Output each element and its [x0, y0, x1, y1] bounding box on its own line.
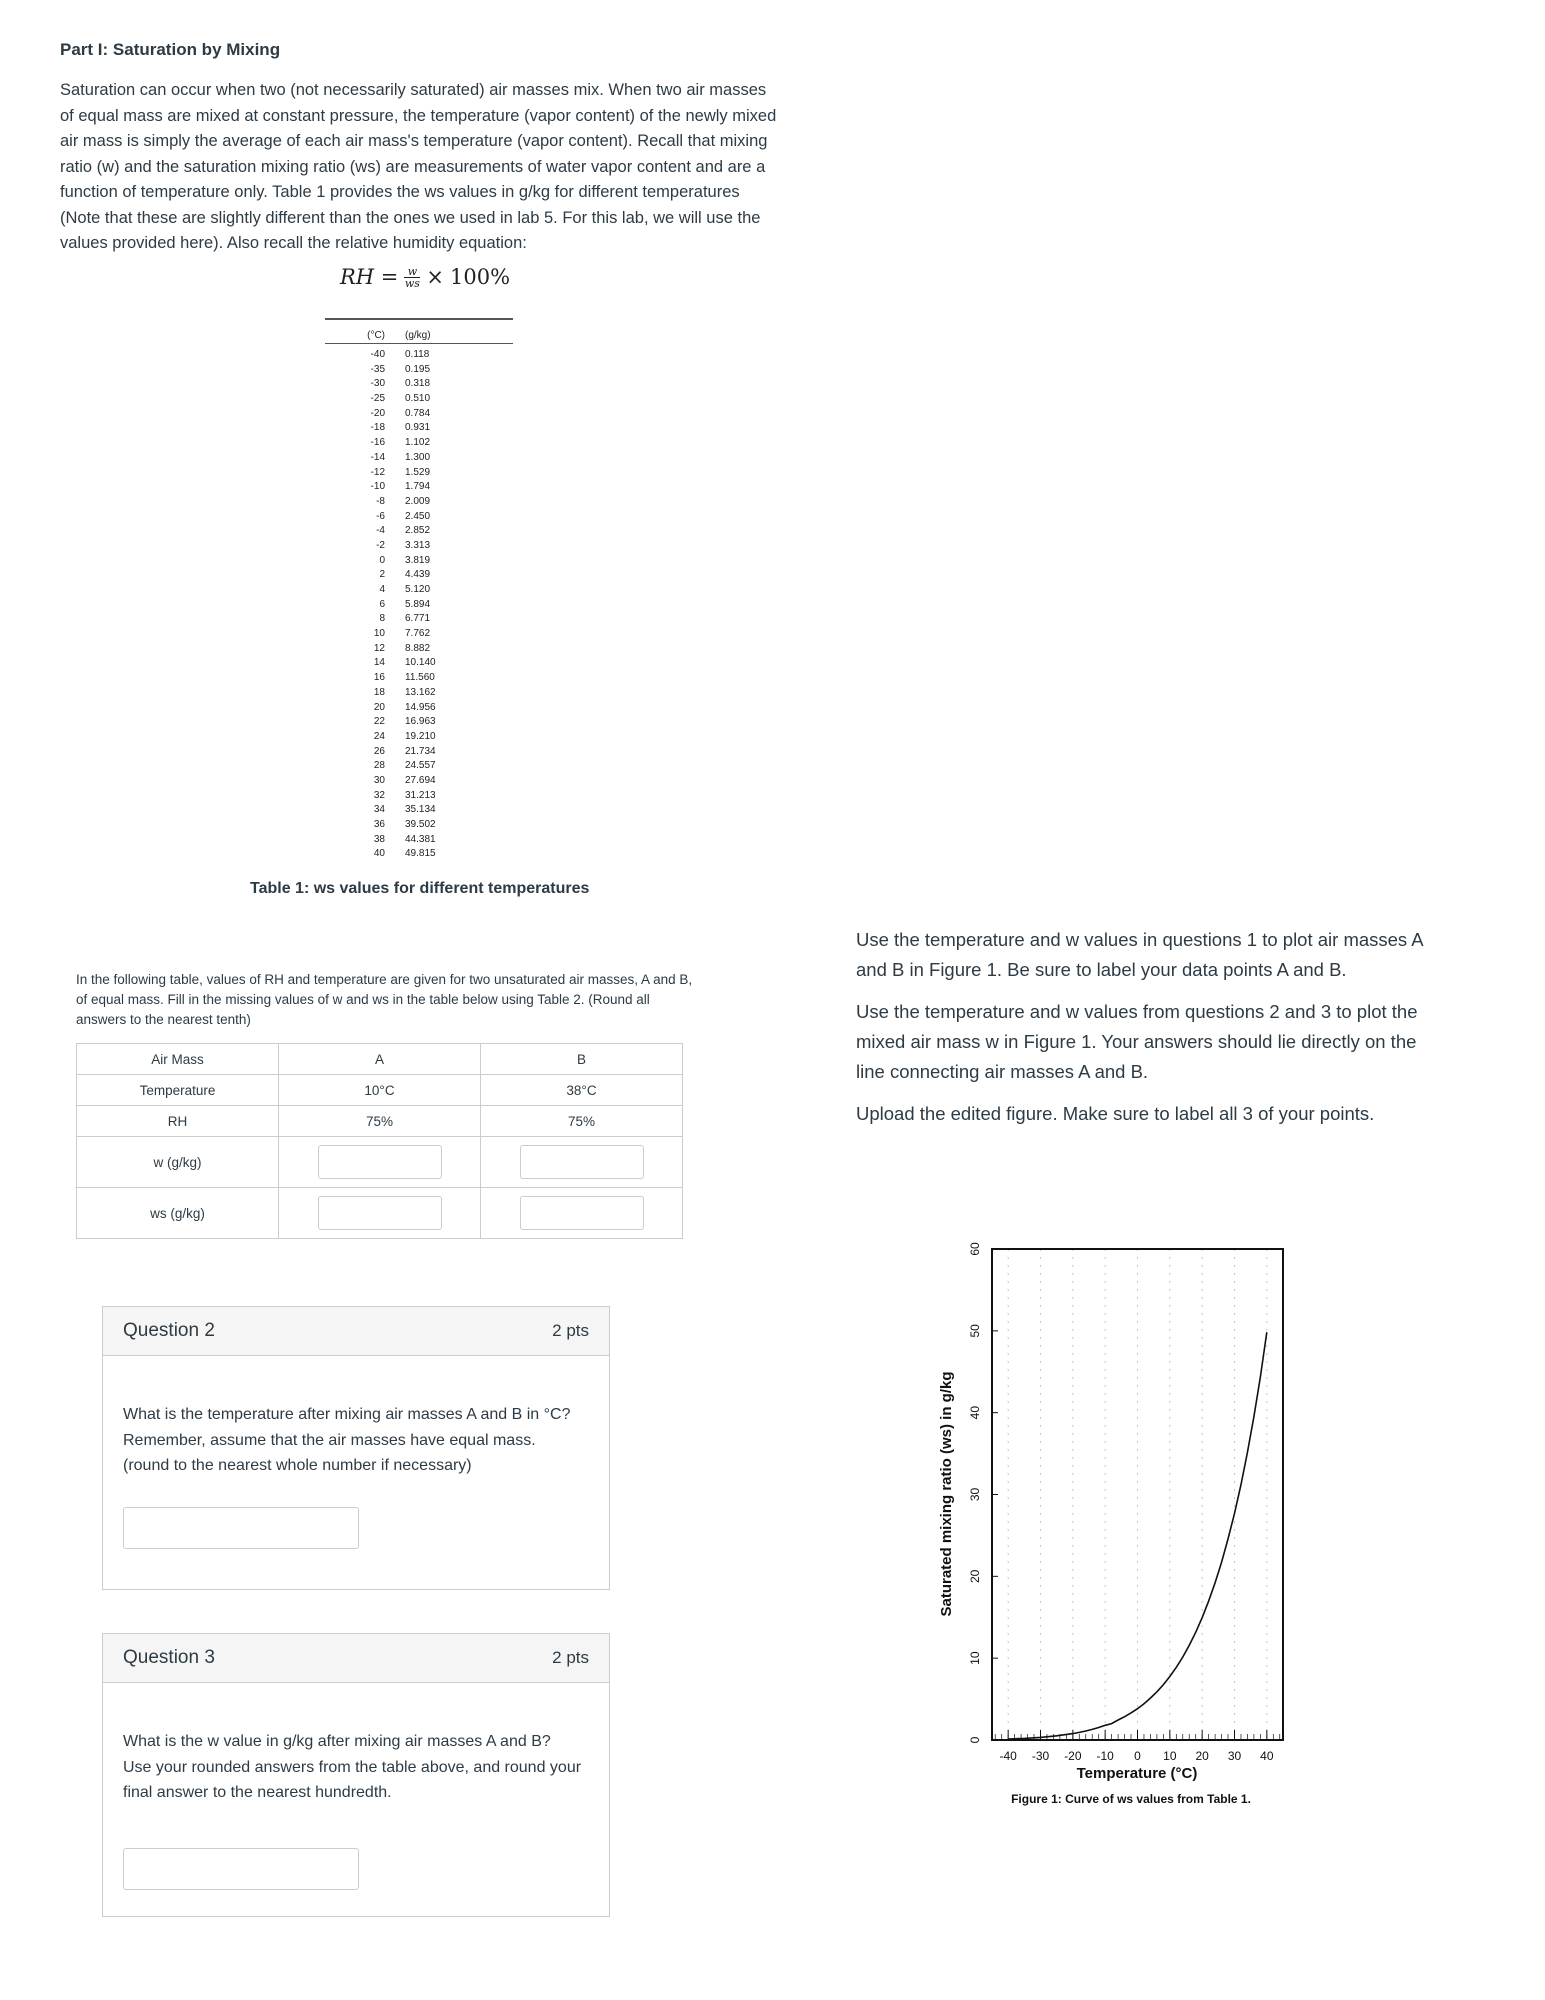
x-tick-label: -40	[999, 1749, 1017, 1763]
formula-numerator: w	[407, 264, 418, 278]
ws-table-value: 7.762	[405, 628, 431, 640]
ws-table-row	[325, 466, 513, 481]
ws-table-row	[325, 495, 513, 510]
ws-table-value: 14.956	[405, 701, 436, 713]
ws-table-temp: 12	[373, 642, 385, 654]
ws-table-value: 11.560	[405, 672, 435, 684]
question-2-text: What is the temperature after mixing air masses A and B in °C? Remember, assume that the air masses have equal mass. (round to the nearest whole number if necessary)	[123, 1406, 571, 1474]
ws-table-row	[325, 554, 513, 569]
ws-table-row	[325, 818, 513, 833]
ws-table-value: 0.195	[405, 363, 431, 375]
ws-chart	[841, 1228, 1421, 1788]
y-tick-label: 30	[968, 1487, 982, 1502]
y-tick-label: 0	[968, 1736, 982, 1744]
ws-table-temp: -10	[370, 481, 385, 493]
formula-times: ×	[426, 265, 445, 289]
ws-table-value: 2.852	[405, 525, 431, 537]
ws-table-value: 1.102	[405, 437, 431, 449]
ws-table-temp: 18	[373, 686, 385, 698]
question-2-title: Question 2	[123, 1320, 215, 1341]
x-tick-label: -10	[1096, 1749, 1114, 1763]
ws-table-value: 2.450	[405, 510, 431, 522]
temperature-b: 38°C	[481, 1075, 683, 1106]
ws-table-row	[325, 583, 513, 598]
ws-table-value: 31.213	[405, 789, 436, 801]
ws-table-row	[325, 627, 513, 642]
ws-table-temp: -30	[370, 378, 385, 390]
formula-rhs: 100%	[450, 265, 511, 289]
question-3-points: 2 pts	[552, 1648, 589, 1667]
ws-table-value: 39.502	[405, 819, 436, 830]
header-a: A	[279, 1044, 481, 1075]
table-row	[77, 1188, 683, 1239]
ws-table-temp: 40	[373, 848, 385, 860]
chart-ticks	[968, 1242, 1280, 1763]
ws-table-value: 1.794	[405, 481, 431, 493]
table-caption: Table 1: ws values for different temperatures	[250, 880, 590, 897]
ws-b-input[interactable]	[520, 1196, 644, 1230]
ws-table-row	[325, 847, 513, 862]
ws-table-row	[325, 407, 513, 422]
table-row	[77, 1106, 683, 1137]
y-tick-label: 60	[968, 1242, 982, 1256]
ws-table-value: 5.120	[405, 584, 431, 595]
ws-table-value: 2.009	[405, 495, 431, 507]
ws-table-temp: -6	[376, 510, 385, 522]
ws-label: ws (g/kg)	[77, 1188, 279, 1239]
ws-table-row	[325, 656, 513, 671]
ws-table-temp: 36	[373, 819, 385, 830]
ws-table-temp: 8	[379, 613, 385, 625]
ws-table	[325, 318, 513, 862]
x-axis-label: Temperature (°C)	[1076, 1765, 1198, 1782]
ws-table-body	[325, 348, 513, 862]
ws-table-temp: 16	[373, 672, 385, 684]
ws-table-header	[325, 330, 513, 344]
temperature-label: Temperature	[77, 1075, 279, 1106]
y-axis-label: Saturated mixing ratio (ws) in g/kg	[938, 1371, 955, 1617]
chart-gridlines	[1008, 1249, 1267, 1740]
table-row	[77, 1137, 683, 1188]
ws-table-temp: 28	[373, 760, 385, 772]
x-tick-label: 0	[1134, 1749, 1141, 1763]
ws-table-value: 0.318	[405, 378, 431, 390]
ws-table-row	[325, 539, 513, 554]
ws-table-temp: 32	[373, 789, 385, 801]
fill-instructions: In the following table, values of RH and temperature are given for two unsaturated air masses, A and B, of equal mass. Fill in the missing values of w and ws in the table below using Table 2. (Round all answers to the nearest tenth)	[76, 972, 693, 1027]
ws-table-row	[325, 774, 513, 789]
ws-table-value: 1.529	[405, 466, 431, 478]
plot-instruction-2: Use the temperature and w values from questions 2 and 3 to plot the mixed air mass w in Figure 1. Your answers should lie directly on the line connecting air masses A and B.	[856, 1001, 1418, 1082]
ws-table-row	[325, 510, 513, 525]
rh-b: 75%	[481, 1106, 683, 1137]
ws-b-cell	[481, 1188, 683, 1239]
x-tick-label: -20	[1064, 1749, 1082, 1763]
ws-table-value: 8.882	[405, 642, 431, 654]
plot-instruction-3: Upload the edited figure. Make sure to label all 3 of your points.	[856, 1103, 1375, 1124]
ws-table-row	[325, 686, 513, 701]
ws-table-temp: 22	[373, 716, 385, 728]
ws-table-row	[325, 568, 513, 583]
ws-table-temp: -35	[370, 363, 385, 375]
rh-a: 75%	[279, 1106, 481, 1137]
w-a-input[interactable]	[318, 1145, 442, 1179]
ws-table-value: 0.784	[405, 407, 431, 419]
ws-table-row	[325, 701, 513, 716]
ws-table-row	[325, 363, 513, 378]
ws-table-row	[325, 789, 513, 804]
ws-table-row	[325, 759, 513, 774]
ws-table-temp: -4	[376, 525, 385, 537]
table-row	[77, 1075, 683, 1106]
ws-table-temp: 0	[379, 554, 385, 566]
plot-instructions	[856, 925, 1426, 1141]
ws-table-temp: 26	[373, 745, 385, 757]
ws-table-row	[325, 642, 513, 657]
temperature-a: 10°C	[279, 1075, 481, 1106]
x-tick-label: 20	[1195, 1749, 1209, 1763]
ws-table-row	[325, 745, 513, 760]
x-tick-label: 40	[1260, 1749, 1274, 1763]
ws-table-temp: -18	[370, 422, 385, 434]
ws-table-temp: 24	[373, 730, 385, 742]
intro-paragraph	[60, 78, 780, 257]
ws-table-row	[325, 833, 513, 848]
ws-table-value: 3.819	[405, 554, 431, 566]
ws-table-value: 24.557	[405, 760, 436, 772]
ws-table-col-ws: (g/kg)	[405, 330, 431, 341]
ws-table-value: 5.894	[405, 598, 431, 610]
ws-table-temp: 4	[379, 584, 385, 595]
ws-table-value: 49.815	[405, 848, 436, 860]
question-3-header	[103, 1634, 609, 1683]
ws-table-row	[325, 612, 513, 627]
plot-instruction-1: Use the temperature and w values in questions 1 to plot air masses A and B in Figure 1. Be sure to label your data points A and B.	[856, 929, 1423, 980]
question-3-text: What is the w value in g/kg after mixing air masses A and B? Use your rounded answers from the table above, and round your final answer to the nearest hundredth.	[123, 1733, 582, 1801]
ws-table-value: 27.694	[405, 774, 436, 786]
rh-label: RH	[77, 1106, 279, 1137]
y-tick-label: 20	[968, 1569, 982, 1584]
header-air-mass: Air Mass	[77, 1044, 279, 1075]
question-2-header	[103, 1307, 609, 1356]
question-2-card	[102, 1306, 610, 1590]
y-tick-label: 10	[968, 1651, 982, 1665]
ws-table-value: 1.300	[405, 451, 431, 463]
question-2-body	[103, 1402, 609, 1549]
ws-table-temp: -8	[376, 495, 385, 507]
table-row	[77, 1044, 683, 1075]
w-b-cell	[481, 1137, 683, 1188]
ws-table-temp: -25	[370, 393, 385, 405]
formula-lhs: RH =	[340, 265, 399, 289]
ws-table-row	[325, 436, 513, 451]
ws-table-value: 10.140	[405, 657, 436, 669]
ws-table-temp: 20	[373, 701, 385, 713]
ws-table-temp: 34	[373, 804, 385, 816]
ws-table-value: 6.771	[405, 613, 431, 625]
ws-table-value: 16.963	[405, 716, 436, 728]
ws-table-temp: -40	[370, 349, 385, 360]
ws-table-temp: 38	[373, 833, 385, 845]
ws-table-value: 4.439	[405, 569, 431, 581]
rh-formula	[340, 265, 510, 289]
ws-table-value: 19.210	[405, 730, 436, 742]
ws-table-value: 44.381	[405, 833, 436, 845]
w-label: w (g/kg)	[77, 1137, 279, 1188]
ws-table-temp: 14	[373, 657, 385, 669]
air-mass-table	[76, 1043, 683, 1239]
ws-table-row	[325, 730, 513, 745]
x-tick-label: 30	[1227, 1749, 1242, 1763]
ws-table-row	[325, 377, 513, 392]
question-2-points: 2 pts	[552, 1321, 589, 1340]
formula-fraction	[404, 266, 420, 289]
ws-table-row	[325, 598, 513, 613]
ws-table-row	[325, 451, 513, 466]
ws-table-row	[325, 480, 513, 495]
ws-table-temp: 30	[373, 774, 385, 786]
ws-table-row	[325, 715, 513, 730]
ws-table-row	[325, 348, 513, 363]
question-3-title: Question 3	[123, 1647, 215, 1668]
ws-table-temp: 2	[379, 569, 385, 581]
y-tick-label: 40	[968, 1405, 982, 1420]
ws-table-value: 0.118	[405, 349, 430, 360]
intro-text: Saturation can occur when two (not necessarily saturated) air masses mix. When two air masses of equal mass are mixed at constant pressure, the temperature (vapor content) of the newly mixed air mass is simply the average of each air mass's temperature (vapor content). Recall that mixing ratio (w) and the saturation mixing ratio (ws) are measurements of water vapor content and are a function of temperature only. Table 1 provides the ws values in g/kg for different temperatures (Note that these are slightly different than the ones we used in lab 5. For this lab, we will use the values provided here). Also recall the relative humidity equation:	[60, 81, 777, 252]
x-tick-label: -30	[1031, 1749, 1050, 1763]
ws-table-row	[325, 803, 513, 818]
question-2-answer-input[interactable]	[123, 1507, 359, 1549]
ws-table-value: 3.313	[405, 539, 431, 551]
w-a-cell	[279, 1137, 481, 1188]
ws-table-value: 0.931	[405, 422, 431, 434]
x-tick-label: 10	[1163, 1749, 1177, 1763]
ws-table-row	[325, 421, 513, 436]
ws-a-input[interactable]	[318, 1196, 442, 1230]
w-b-input[interactable]	[520, 1145, 644, 1179]
ws-table-value: 13.162	[405, 686, 436, 698]
ws-a-cell	[279, 1188, 481, 1239]
ws-table-temp: 6	[379, 598, 385, 610]
ws-table-row	[325, 392, 513, 407]
figure-caption: Figure 1: Curve of ws values from Table 1.	[1011, 1792, 1251, 1806]
question-3-answer-input[interactable]	[123, 1848, 359, 1890]
ws-table-temp: -14	[370, 451, 385, 463]
formula-denominator: ws	[404, 276, 420, 290]
ws-table-col-temp: (°C)	[367, 330, 385, 341]
question-3-card	[102, 1633, 610, 1917]
y-tick-label: 50	[968, 1324, 982, 1338]
question-3-body	[103, 1729, 609, 1890]
ws-table-temp: -20	[370, 407, 385, 419]
ws-table-temp: 10	[373, 628, 385, 640]
ws-table-temp: -16	[370, 437, 385, 449]
ws-table-value: 35.134	[405, 804, 436, 816]
ws-table-temp: -12	[370, 466, 385, 478]
figure-1	[841, 1228, 1421, 1831]
ws-table-row	[325, 671, 513, 686]
header-b: B	[481, 1044, 683, 1075]
ws-table-value: 0.510	[405, 393, 431, 405]
ws-table-value: 21.734	[405, 745, 436, 757]
part-title: Part I: Saturation by Mixing	[60, 40, 281, 59]
ws-table-row	[325, 524, 513, 539]
ws-table-temp: -2	[376, 539, 385, 551]
